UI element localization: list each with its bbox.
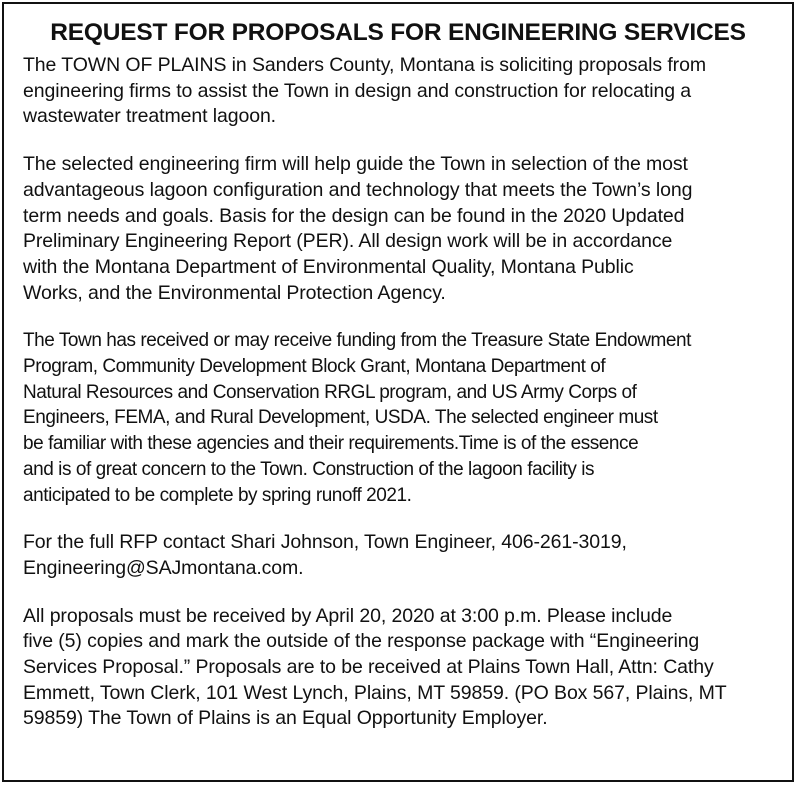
- intro-paragraph: [23, 53, 780, 130]
- paragraph-line: Natural Resources and Conservation RRGL program, and US Army Corps of: [23, 381, 637, 403]
- paragraph-line: 59859) The Town of Plains is an Equal Opportunity Employer.: [23, 707, 548, 730]
- paragraph-line: Services Proposal.” Proposals are to be received at Plains Town Hall, Attn: Cathy: [23, 656, 714, 679]
- paragraph-line: Emmett, Town Clerk, 101 West Lynch, Plains, MT 59859. (PO Box 567, Plains, MT: [23, 681, 727, 704]
- contact-paragraph: [23, 530, 780, 581]
- paragraph-line: anticipated to be complete by spring runoff 2021.: [23, 484, 412, 506]
- paragraph-line: The Town has received or may receive funding from the Treasure State Endowment: [23, 330, 691, 352]
- notice-body: [23, 53, 780, 732]
- paragraph-line: term needs and goals. Basis for the design can be found in the 2020 Updated: [23, 204, 685, 227]
- paragraph-line: advantageous lagoon configuration and technology that meets the Town’s long: [23, 178, 693, 201]
- paragraph-line: wastewater treatment lagoon.: [23, 105, 277, 128]
- contact-email: Engineering@SAJmontana.com.: [23, 556, 304, 579]
- paragraph-line: Works, and the Environmental Protection Agency.: [23, 281, 446, 304]
- paragraph-line: All proposals must be received by April 20, 2020 at 3:00 p.m. Please include: [23, 604, 673, 627]
- paragraph-line: be familiar with these agencies and their requirements.Time is of the essence: [23, 433, 639, 455]
- paragraph-line: engineering firms to assist the Town in design and construction for relocating a: [23, 79, 692, 102]
- funding-paragraph: [23, 328, 780, 508]
- paragraph-line: and is of great concern to the Town. Construction of the lagoon facility is: [23, 458, 595, 480]
- submission-paragraph: [23, 604, 780, 733]
- scope-paragraph: [23, 152, 780, 306]
- paragraph-line: The selected engineering firm will help guide the Town in selection of the most: [23, 153, 688, 176]
- paragraph-line: Engineers, FEMA, and Rural Development, USDA. The selected engineer must: [23, 407, 658, 429]
- legal-notice: [2, 2, 794, 782]
- paragraph-line: five (5) copies and mark the outside of the response package with “Engineering: [23, 630, 700, 653]
- paragraph-line: Preliminary Engineering Report (PER). All design work will be in accordance: [23, 230, 673, 253]
- notice-title: REQUEST FOR PROPOSALS FOR ENGINEERING SERVICES: [50, 19, 746, 46]
- paragraph-line: The TOWN OF PLAINS in Sanders County, Montana is soliciting proposals from: [23, 54, 706, 76]
- paragraph-line: with the Montana Department of Environmental Quality, Montana Public: [23, 255, 634, 278]
- paragraph-line: For the full RFP contact Shari Johnson, Town Engineer, 406-261-3019,: [23, 531, 627, 554]
- paragraph-line: Program, Community Development Block Grant, Montana Department of: [23, 356, 606, 378]
